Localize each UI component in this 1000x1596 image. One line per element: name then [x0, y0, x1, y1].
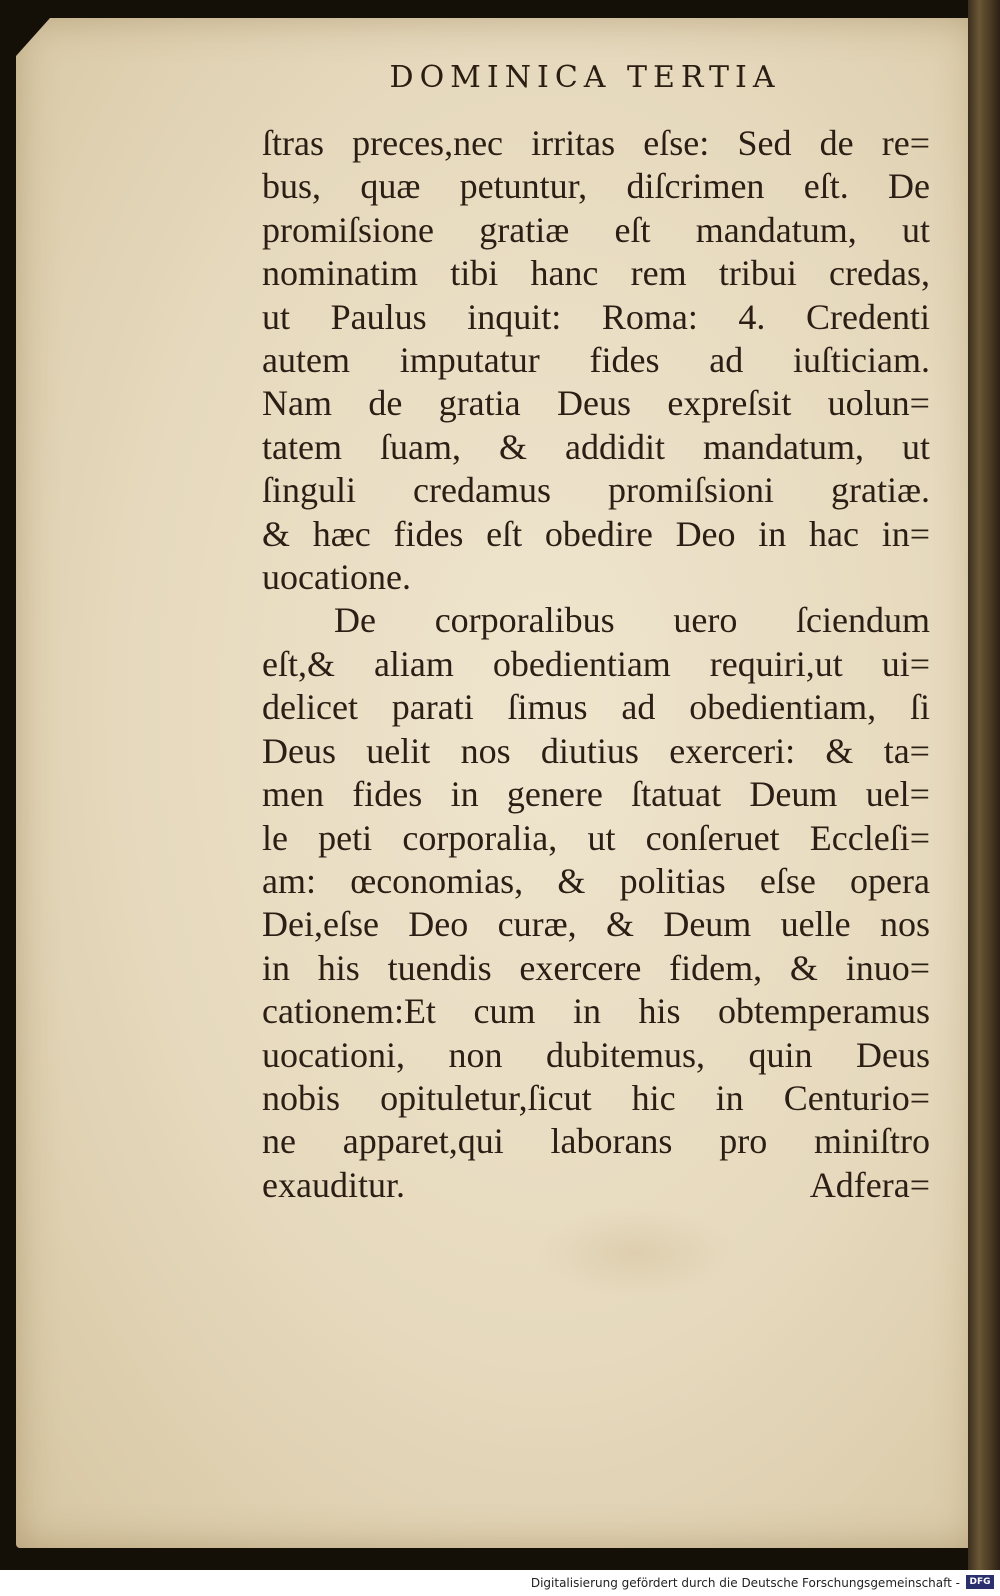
- text-line: bus, quæ petuntur, diſcrimen eſt. De: [262, 166, 930, 207]
- text-line: ut Paulus inquit: Roma: 4. Credenti: [262, 296, 930, 337]
- final-line-text: exauditur.: [262, 1164, 405, 1205]
- text-line: Dei,eſse Deo curæ, & Deum uelle nos: [262, 904, 930, 945]
- text-line: autem imputatur fides ad iuſticiam.: [262, 340, 930, 381]
- text-line: nobis opituletur,ſicut hic in Centurio=: [262, 1077, 930, 1118]
- text-line: men fides in genere ſtatuat Deum uel=: [262, 774, 930, 815]
- text-line: eſt,& aliam obedientiam requiri,ut ui=: [262, 643, 930, 684]
- text-line: Deus uelit nos diutius exerceri: & ta=: [262, 730, 930, 771]
- body-text: [262, 122, 930, 1207]
- text-line-paragraph-start: De corporalibus uero ſciendum: [334, 600, 930, 641]
- book-spine-edge: [968, 0, 1000, 1570]
- text-line: & hæc fides eſt obedire Deo in hac in=: [262, 513, 930, 554]
- text-line: Nam de gratia Deus expreſsit uolun=: [262, 383, 930, 424]
- text-line: ne apparet,qui laborans pro miniſtro: [262, 1121, 930, 1162]
- text-line: le peti corporalia, ut conſeruet Eccleſi=: [262, 817, 930, 858]
- final-line: [262, 1164, 930, 1207]
- digitization-footer: [0, 1570, 1000, 1596]
- text-line: in his tuendis exercere fidem, & inuo=: [262, 947, 930, 988]
- catchword: Adfera=: [809, 1164, 930, 1205]
- text-line: promiſsione gratiæ eſt mandatum, ut: [262, 209, 930, 250]
- text-line-paragraph-end: uocatione.: [262, 557, 411, 598]
- paper-stain: [536, 1208, 736, 1298]
- text-line: tatem ſuam, & addidit mandatum, ut: [262, 426, 930, 467]
- dfg-logo: DFG: [966, 1575, 994, 1589]
- funding-credit: Digitalisierung gefördert durch die Deutsche Forschungsgemeinschaft -: [530, 1576, 960, 1590]
- text-line: delicet parati ſimus ad obedientiam, ſi: [262, 687, 930, 728]
- text-line: nominatim tibi hanc rem tribui credas,: [262, 253, 930, 294]
- text-line: uocationi, non dubitemus, quin Deus: [262, 1034, 930, 1075]
- folded-corner: [16, 18, 50, 56]
- text-line: ſtras preces,nec irritas eſse: Sed de re=: [262, 123, 930, 163]
- running-head: DOMINICA TERTIA: [389, 60, 781, 95]
- text-line: am: œconomias, & politias eſse opera: [262, 860, 930, 901]
- text-line: ſinguli credamus promiſsioni gratiæ.: [262, 470, 930, 511]
- text-line: cationem:Et cum in his obtemperamus: [262, 991, 930, 1032]
